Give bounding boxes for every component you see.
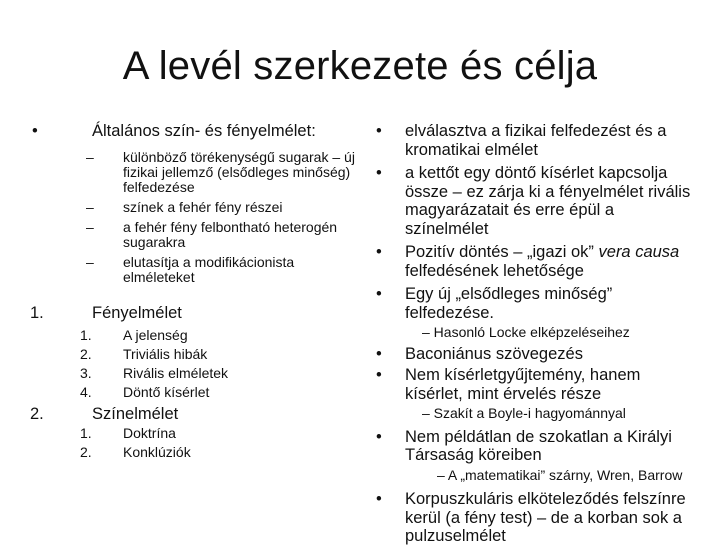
list-item bbox=[28, 255, 358, 285]
list-item bbox=[28, 383, 358, 402]
section-number: 1. bbox=[30, 304, 44, 322]
item-number: 2. bbox=[80, 346, 92, 362]
list-item-text: Döntő kísérlet bbox=[123, 384, 210, 400]
list-item-text: Triviális hibák bbox=[123, 346, 208, 362]
list-item-text: Konklúziók bbox=[123, 444, 191, 460]
list-item bbox=[28, 220, 358, 250]
list-item-text: Nem kísérletgyűjtemény, hanem kísérlet, mint érvelés része bbox=[405, 366, 641, 403]
item-number: 1. bbox=[80, 425, 92, 441]
list-item bbox=[28, 443, 358, 462]
list-item bbox=[28, 345, 358, 364]
section-heading: Általános szín- és fényelmélet: bbox=[92, 122, 316, 140]
slide-title: A levél szerkezete és célja bbox=[122, 44, 598, 88]
left-column bbox=[28, 122, 358, 462]
list-item bbox=[368, 285, 698, 322]
list-item bbox=[28, 200, 358, 215]
list-item-text: különböző törékenységű sugarak – új fizikai jellemző (elsődleges minőség) felfedezése bbox=[123, 149, 355, 195]
bullet: • bbox=[376, 366, 382, 384]
bullet: • bbox=[376, 490, 382, 508]
list-item-text: Korpuszkuláris elköteleződés felszínre kerül (a fény test) – de a korban sok a pulzuselmélet bbox=[405, 490, 686, 545]
section-number: 2. bbox=[30, 405, 44, 423]
dash-bullet: – bbox=[86, 254, 94, 270]
text-part: Pozitív döntés – „igazi ok” bbox=[405, 243, 599, 261]
sub-item bbox=[368, 406, 698, 422]
sub-item bbox=[368, 325, 698, 341]
list-item bbox=[28, 326, 358, 345]
list-item-text bbox=[405, 243, 679, 280]
item-number: 1. bbox=[80, 327, 92, 343]
list-item bbox=[368, 490, 698, 546]
bullet: • bbox=[376, 344, 382, 363]
list-item bbox=[28, 424, 358, 443]
section-color-theory bbox=[28, 405, 358, 424]
section-light-theory bbox=[28, 304, 358, 323]
dash-bullet: – bbox=[86, 219, 94, 235]
sub-item-text: – Hasonló Locke elképzeléseihez bbox=[422, 324, 630, 340]
right-column bbox=[368, 122, 698, 546]
list-item-text: A jelenség bbox=[123, 327, 188, 343]
italic-text: vera causa bbox=[598, 243, 680, 261]
section-general-theory bbox=[28, 122, 358, 141]
item-number: 2. bbox=[80, 444, 92, 460]
bullet: • bbox=[376, 122, 382, 140]
dash-bullet: – bbox=[86, 149, 94, 165]
list-item bbox=[368, 345, 698, 364]
list-item bbox=[368, 243, 698, 280]
sub-item-text: – A „matematikai” szárny, Wren, Barrow bbox=[437, 466, 683, 483]
bullet: • bbox=[376, 164, 382, 182]
list-item-text: Rivális elméletek bbox=[123, 365, 229, 381]
dash-bullet: – bbox=[86, 199, 94, 215]
list-item-text: Doktrína bbox=[123, 425, 176, 441]
bullet: • bbox=[376, 427, 382, 446]
list-item bbox=[368, 164, 698, 238]
item-number: 4. bbox=[80, 384, 92, 400]
bullet: • bbox=[376, 285, 382, 303]
list-item-text: Egy új „elsődleges minőség” felfedezése. bbox=[405, 285, 613, 322]
list-item bbox=[368, 428, 698, 465]
text-part: felfedésének lehetősége bbox=[405, 261, 584, 280]
bullet: • bbox=[376, 243, 382, 261]
list-item-text: a kettőt egy döntő kísérlet kapcsolja össze – ez zárja ki a fényelmélet rivális magyarázatait és erre épül a színelmélet bbox=[405, 164, 691, 238]
sub-item bbox=[368, 468, 698, 484]
list-item-text: Baconiánus szövegezés bbox=[405, 344, 583, 363]
section-heading: Színelmélet bbox=[92, 405, 179, 423]
bullet: • bbox=[32, 122, 38, 140]
list-item-text: színek a fehér fény részei bbox=[123, 199, 283, 215]
sub-item-text: – Szakít a Boyle-i hagyománnyal bbox=[422, 405, 626, 421]
list-item bbox=[28, 150, 358, 195]
item-number: 3. bbox=[80, 365, 92, 381]
list-item-text: elválasztva a fizikai felfedezést és a kromatikai elmélet bbox=[405, 122, 667, 159]
list-item bbox=[28, 364, 358, 383]
list-item-text: a fehér fény felbontható heterogén sugarakra bbox=[123, 219, 338, 250]
list-item bbox=[368, 122, 698, 159]
list-item-text: Nem példátlan de szokatlan a Királyi Társaság köreiben bbox=[405, 427, 672, 464]
list-item bbox=[368, 366, 698, 403]
section-heading: Fényelmélet bbox=[92, 304, 182, 322]
list-item-text: elutasítja a modifikácionista elméleteket bbox=[123, 254, 295, 285]
